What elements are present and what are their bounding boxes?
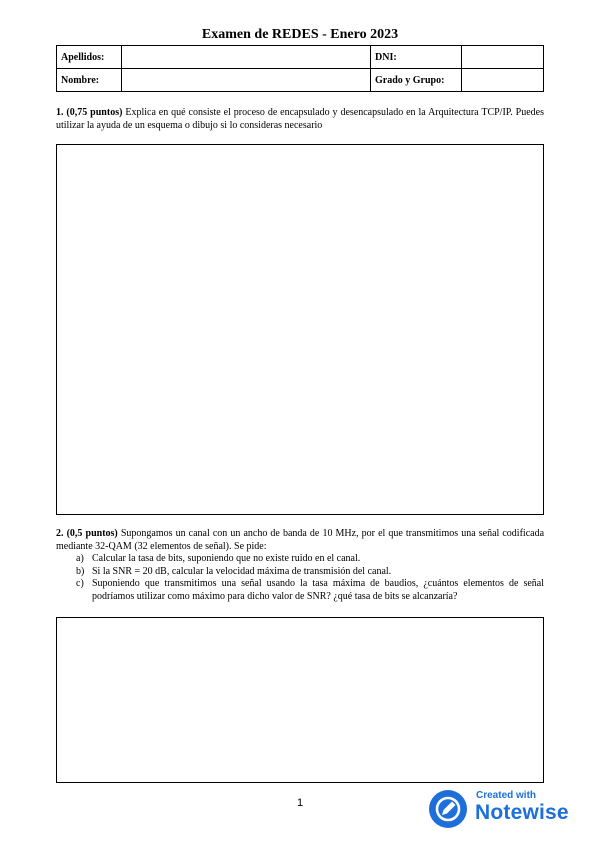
grado-label: Grado y Grupo: <box>371 69 462 92</box>
grado-field[interactable] <box>462 69 544 92</box>
question-2 <box>56 528 544 603</box>
item-marker: a) <box>76 553 84 564</box>
item-text: Calcular la tasa de bits, suponiendo que no existe ruido en el canal. <box>92 553 361 564</box>
question-2-item <box>76 578 544 603</box>
question-2-points: (0,5 puntos) <box>66 528 118 539</box>
question-2-item <box>76 553 544 566</box>
badge-small-text: Created with <box>476 790 537 801</box>
item-marker: c) <box>76 578 84 589</box>
question-2-items <box>56 553 544 603</box>
badge-brand-text: Notewise <box>475 801 569 824</box>
question-2-item <box>76 566 544 579</box>
question-1-number: 1. <box>56 107 64 118</box>
dni-label: DNI: <box>371 46 462 69</box>
page-number: 1 <box>296 797 304 809</box>
nombre-field[interactable] <box>122 69 371 92</box>
pen-circle-icon <box>428 789 468 829</box>
question-2-number: 2. <box>56 528 64 539</box>
question-1-points: (0,75 puntos) <box>66 107 123 118</box>
answer-box-2[interactable] <box>56 617 544 783</box>
apellidos-field[interactable] <box>122 46 371 69</box>
item-text: Si la SNR = 20 dB, calcular la velocidad máxima de transmisión del canal. <box>92 565 392 577</box>
question-2-text: Supongamos un canal con un ancho de banda de 10 MHz, por el que transmitimos una señal codificada mediante 32-QAM (32 elementos de señal). Se pide: <box>56 528 545 552</box>
student-info-table <box>56 45 544 92</box>
dni-field[interactable] <box>462 46 544 69</box>
page-title: Examen de REDES - Enero 2023 <box>201 27 399 42</box>
apellidos-label: Apellidos: <box>57 46 122 69</box>
item-marker: b) <box>76 565 85 577</box>
nombre-label: Nombre: <box>57 69 122 92</box>
question-1 <box>56 107 544 132</box>
question-1-text: Explica en qué consiste el proceso de encapsulado y desencapsulado en la Arquitectura TCP/IP. Puedes utilizar la ayuda de un esquema o dibujo si lo consideras necesario <box>56 107 544 131</box>
item-text: Suponiendo que transmitimos una señal usando la tasa máxima de baudios, ¿cuántos elementos de señal podríamos utilizar como máximo para dicho valor de SNR? ¿qué tasa de bits se alcanzaría? <box>92 578 544 602</box>
notewise-badge[interactable] <box>428 788 588 830</box>
answer-box-1[interactable] <box>56 144 544 515</box>
